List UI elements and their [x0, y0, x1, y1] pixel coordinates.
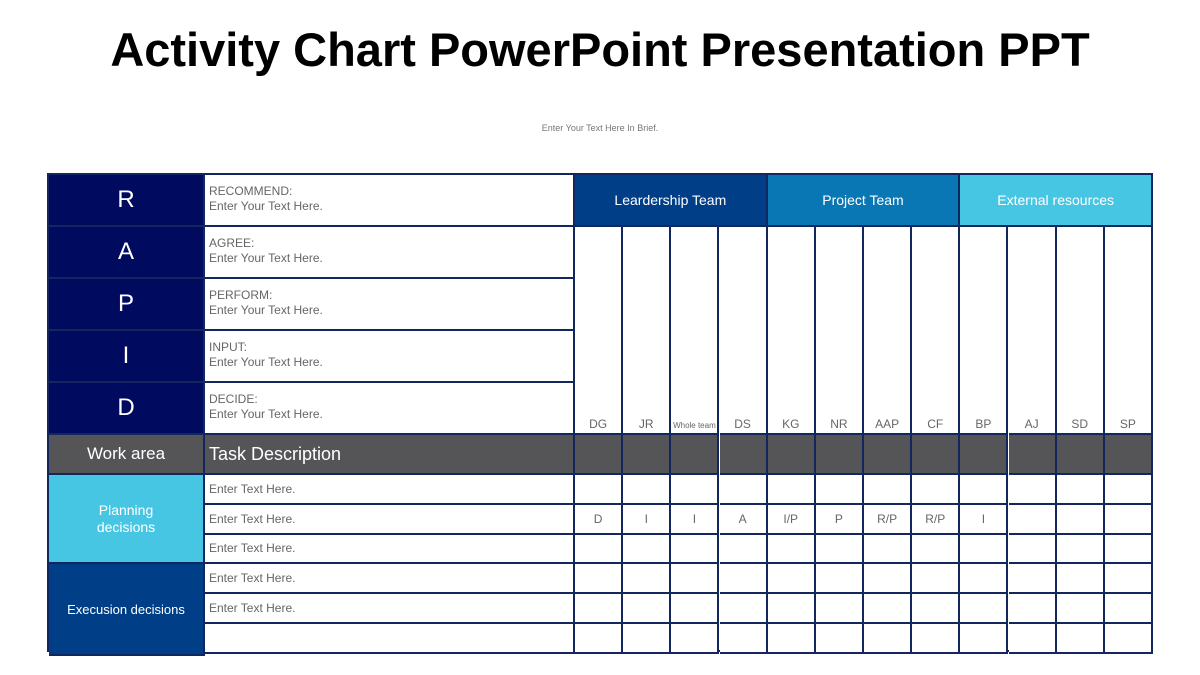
member-header-blank [623, 435, 671, 475]
team-header: Project Team [768, 175, 961, 227]
raci-cell[interactable] [960, 535, 1008, 565]
rapid-text[interactable]: Enter Your Text Here. [209, 199, 323, 213]
raci-cell[interactable] [1105, 564, 1153, 594]
slide-title: Activity Chart PowerPoint Presentation PPT [110, 23, 1090, 76]
rapid-label: AGREE: [209, 236, 255, 250]
raci-cell[interactable] [623, 564, 671, 594]
raci-cell[interactable] [816, 535, 864, 565]
raci-cell[interactable] [768, 594, 816, 624]
member-header-blank [912, 435, 960, 475]
raci-cell[interactable] [768, 475, 816, 505]
work-area-header: Work area [49, 435, 205, 475]
rapid-label: INPUT: [209, 340, 248, 354]
rapid-text[interactable]: Enter Your Text Here. [209, 251, 323, 265]
raci-cell[interactable] [1057, 505, 1105, 535]
raci-cell[interactable]: I [623, 505, 671, 535]
raci-cell[interactable] [1057, 564, 1105, 594]
raci-cell[interactable] [768, 535, 816, 565]
raci-cell[interactable] [816, 624, 864, 654]
raci-cell[interactable] [816, 475, 864, 505]
raci-cell[interactable] [575, 475, 623, 505]
member-header-blank [816, 435, 864, 475]
raci-cell[interactable] [575, 624, 623, 654]
rapid-text[interactable]: Enter Your Text Here. [209, 355, 323, 369]
raci-cell[interactable] [623, 535, 671, 565]
raci-cell[interactable] [1105, 505, 1153, 535]
raci-cell[interactable] [1057, 624, 1105, 654]
raci-cell[interactable] [768, 564, 816, 594]
member-header-blank [768, 435, 816, 475]
raci-cell[interactable] [1009, 564, 1057, 594]
rapid-letter: I [49, 331, 205, 383]
member-header-blank [671, 435, 719, 475]
raci-cell[interactable] [623, 594, 671, 624]
raci-cell[interactable] [720, 535, 768, 565]
work-area-planning: Planning decisions [49, 475, 205, 564]
raci-cell[interactable] [1057, 594, 1105, 624]
raci-cell[interactable] [912, 564, 960, 594]
raci-cell[interactable]: A [720, 505, 768, 535]
work-area-execution: Execusion decisions [49, 564, 205, 655]
member-header: JR [623, 227, 671, 435]
member-header: CF [912, 227, 960, 435]
raci-cell[interactable]: R/P [912, 505, 960, 535]
rapid-description[interactable] [205, 279, 575, 331]
raci-cell[interactable] [1057, 475, 1105, 505]
raci-cell[interactable]: R/P [864, 505, 912, 535]
rapid-text[interactable]: Enter Your Text Here. [209, 303, 323, 317]
raci-cell[interactable] [960, 564, 1008, 594]
raci-cell[interactable] [575, 594, 623, 624]
raci-cell[interactable] [1057, 535, 1105, 565]
member-header-blank [575, 435, 623, 475]
slide-subtitle: Enter Your Text Here In Brief. [541, 123, 659, 133]
member-header: KG [768, 227, 816, 435]
raci-cell[interactable] [960, 594, 1008, 624]
raci-cell[interactable] [1105, 475, 1153, 505]
raci-cell[interactable] [960, 624, 1008, 654]
member-header-blank [864, 435, 912, 475]
raci-cell[interactable] [720, 564, 768, 594]
raci-cell[interactable] [671, 594, 719, 624]
raci-cell[interactable] [1009, 505, 1057, 535]
rapid-label: DECIDE: [209, 392, 258, 406]
team-header: External resources [960, 175, 1153, 227]
raci-cell[interactable] [1009, 594, 1057, 624]
rapid-text[interactable]: Enter Your Text Here. [209, 407, 323, 421]
member-header: BP [960, 227, 1008, 435]
rapid-description[interactable] [205, 331, 575, 383]
rapid-description[interactable] [205, 175, 575, 227]
raci-cell[interactable] [768, 624, 816, 654]
member-header: SD [1057, 227, 1105, 435]
raci-cell[interactable] [816, 564, 864, 594]
raci-cell[interactable]: I [960, 505, 1008, 535]
raci-cell[interactable] [623, 624, 671, 654]
member-header-blank [1009, 435, 1057, 475]
member-header: DS [720, 227, 768, 435]
raci-cell[interactable] [912, 475, 960, 505]
member-header-blank [720, 435, 768, 475]
rapid-label: PERFORM: [209, 288, 273, 302]
raci-cell[interactable] [1105, 624, 1153, 654]
raci-cell[interactable] [720, 594, 768, 624]
raci-cell[interactable] [1009, 624, 1057, 654]
raci-cell[interactable] [671, 535, 719, 565]
raci-cell[interactable]: I/P [768, 505, 816, 535]
rapid-activity-table [47, 173, 1153, 652]
raci-cell[interactable] [912, 594, 960, 624]
member-header: AAP [864, 227, 912, 435]
raci-cell[interactable] [623, 475, 671, 505]
raci-cell[interactable] [1009, 475, 1057, 505]
member-header: Whole team [671, 227, 719, 435]
raci-cell[interactable] [912, 624, 960, 654]
member-header-blank [960, 435, 1008, 475]
raci-cell[interactable] [864, 535, 912, 565]
raci-cell[interactable]: P [816, 505, 864, 535]
raci-cell[interactable]: D [575, 505, 623, 535]
task-description-cell[interactable]: Enter Text Here. [205, 505, 575, 535]
raci-cell[interactable] [1105, 535, 1153, 565]
task-description-cell[interactable]: Enter Text Here. [205, 564, 575, 594]
raci-cell[interactable] [671, 564, 719, 594]
rapid-description[interactable] [205, 227, 575, 279]
rapid-description[interactable] [205, 383, 575, 435]
raci-cell[interactable] [864, 594, 912, 624]
raci-cell[interactable] [575, 535, 623, 565]
task-description-cell[interactable]: Enter Text Here. [205, 594, 575, 624]
rapid-letter: R [49, 175, 205, 227]
rapid-letter: D [49, 383, 205, 435]
raci-cell[interactable] [1105, 594, 1153, 624]
team-header: Leardership Team [575, 175, 768, 227]
raci-cell[interactable] [575, 564, 623, 594]
raci-cell[interactable] [864, 624, 912, 654]
raci-cell[interactable] [816, 594, 864, 624]
raci-cell[interactable] [671, 475, 719, 505]
rapid-label: RECOMMEND: [209, 184, 293, 198]
rapid-letter: P [49, 279, 205, 331]
raci-cell[interactable] [960, 475, 1008, 505]
raci-cell[interactable] [912, 535, 960, 565]
raci-cell[interactable] [671, 624, 719, 654]
member-header: SP [1105, 227, 1153, 435]
raci-cell[interactable] [1009, 535, 1057, 565]
member-header-blank [1057, 435, 1105, 475]
raci-cell[interactable] [720, 624, 768, 654]
task-description-cell[interactable]: Enter Text Here. [205, 535, 575, 565]
task-description-header: Task Description [205, 435, 575, 475]
member-header: NR [816, 227, 864, 435]
task-description-cell[interactable] [205, 624, 575, 654]
raci-cell[interactable] [864, 475, 912, 505]
raci-cell[interactable]: I [671, 505, 719, 535]
raci-cell[interactable] [864, 564, 912, 594]
rapid-letter: A [49, 227, 205, 279]
member-header-blank [1105, 435, 1153, 475]
task-description-cell[interactable]: Enter Text Here. [205, 475, 575, 505]
member-header: AJ [1009, 227, 1057, 435]
member-header: DG [575, 227, 623, 435]
raci-cell[interactable] [720, 475, 768, 505]
